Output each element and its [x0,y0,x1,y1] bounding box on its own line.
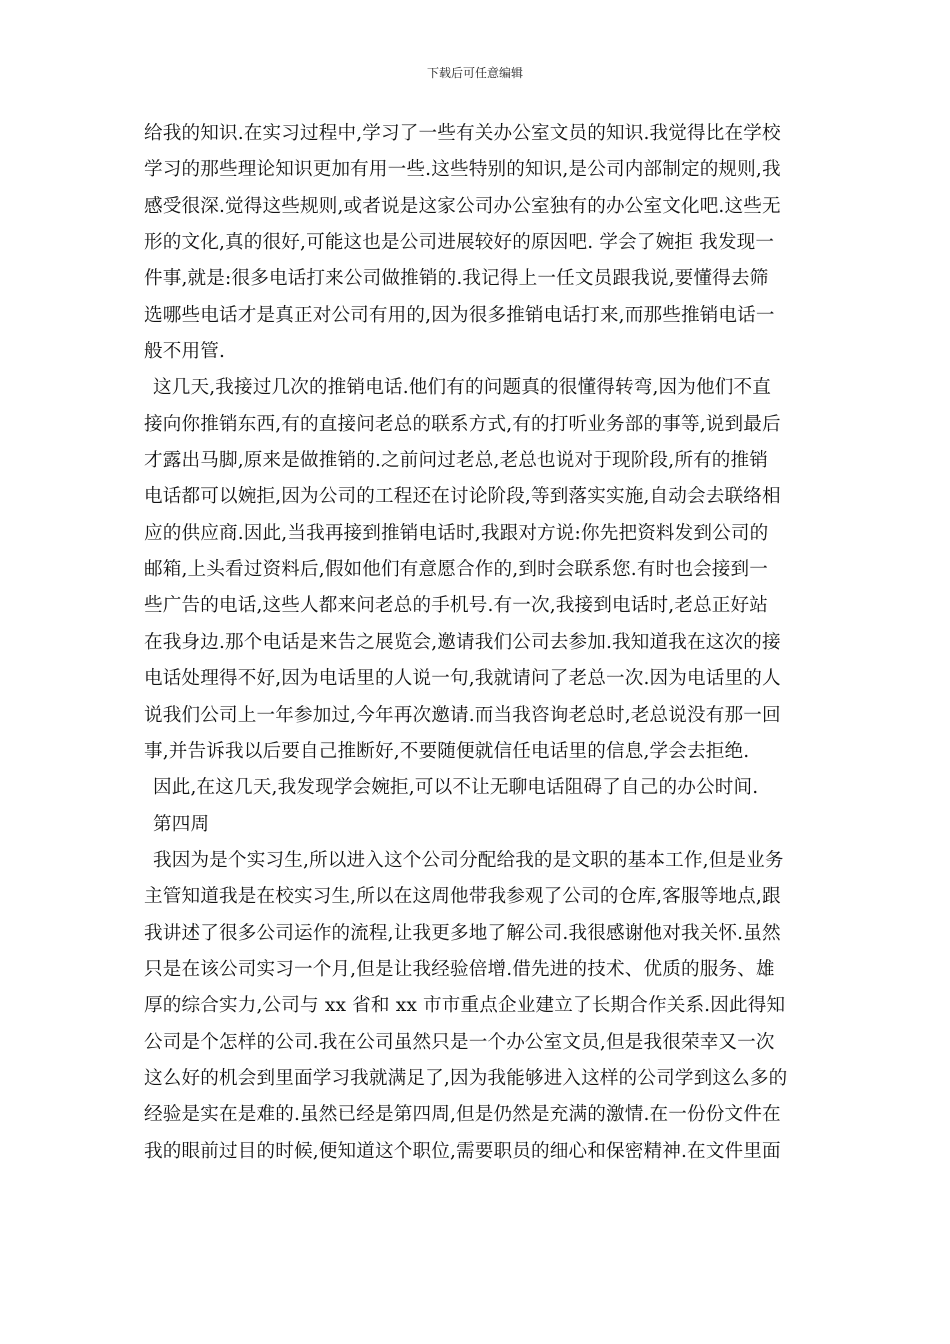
text-line: 只是在该公司实习一个月,但是让我经验倍增.借先进的技术、优质的服务、雄 [144,958,775,980]
text-line: 学习的那些理论知识更加有用一些.这些特别的知识,是公司内部制定的规则,我 [144,159,781,181]
text-line: 我讲述了很多公司运作的流程,让我更多地了解公司.我很感谢他对我关怀.虽然 [144,922,781,944]
text-line: 形的文化,真的很好,可能这也是公司进展较好的原因吧. 学会了婉拒 我发现一 [144,232,775,254]
text-line: 应的供应商.因此,当我再接到推销电话时,我跟对方说:你先把资料发到公司的 [144,522,769,544]
paragraph-start-line: 这几天,我接过几次的推销电话.他们有的问题真的很懂得转弯,因为他们不直 [153,377,771,399]
text-line: 感受很深.觉得这些规则,或者说是这家公司办公室独有的办公室文化吧.这些无 [144,195,781,217]
text-line: 这么好的机会到里面学习我就满足了,因为我能够进入这样的公司学到这么多的 [144,1067,788,1089]
text-line: 给我的知识.在实习过程中,学习了一些有关办公室文员的知识.我觉得比在学校 [144,123,781,144]
section-heading: 第四周 [153,813,210,835]
document-body [144,116,808,1170]
text-line: 公司是个怎样的公司.我在公司虽然只是一个办公室文员,但是我很荣幸又一次 [144,1031,775,1053]
text-line: 接向你推销东西,有的直接问老总的联系方式,有的打听业务部的事等,说到最后 [144,413,781,435]
text-line: 些广告的电话,这些人都来问老总的手机号.有一次,我接到电话时,老总正好站 [144,595,769,617]
page-header-note: 下载后可任意编辑 [426,66,523,80]
text-line: 厚的综合实力,公司与 xx 省和 xx 市市重点企业建立了长期合作关系.因此得知 [144,995,786,1017]
text-line: 我的眼前过目的时候,便知道这个职位,需要职员的细心和保密精神.在文件里面 [144,1140,781,1162]
text-line: 电话都可以婉拒,因为公司的工程还在讨论阶段,等到落实实施,自动会去联络相 [144,486,781,508]
text-line: 事,并告诉我以后要自己推断好,不要随便就信任电话里的信息,学会去拒绝. [144,740,750,762]
text-line: 在我身边.那个电话是来告之展览会,邀请我们公司去参加.我知道我在这次的接 [144,631,781,653]
text-line: 电话处理得不好,因为电话里的人说一句,我就请问了老总一次.因为电话里的人 [144,668,781,690]
text-line: 邮箱,上头看过资料后,假如他们有意愿合作的,到时会联系您.有时也会接到一 [144,559,769,581]
text-line: 般不用管. [144,341,226,363]
paragraph-start-line: 因此,在这几天,我发现学会婉拒,可以不让无聊电话阻碍了自己的办公时间. [153,777,759,799]
text-line: 选哪些电话才是真正对公司有用的,因为很多推销电话打来,而那些推销电话一 [144,304,775,326]
text-line: 件事,就是:很多电话打来公司做推销的.我记得上一任文员跟我说,要懂得去筛 [144,268,769,290]
text-line: 主管知道我是在校实习生,所以在这周他带我参观了公司的仓库,客服等地点,跟 [144,886,781,908]
text-line: 经验是实在是难的.虽然已经是第四周,但是仍然是充满的激情.在一份份文件在 [144,1104,781,1126]
text-line: 说我们公司上一年参加过,今年再次邀请.而当我咨询老总时,老总说没有那一回 [144,704,781,726]
text-line: 才露出马脚,原来是做推销的.之前问过老总,老总也说对于现阶段,所有的推销 [144,450,769,472]
paragraph-start-line: 我因为是个实习生,所以进入这个公司分配给我的是文职的基本工作,但是业务 [153,849,784,871]
